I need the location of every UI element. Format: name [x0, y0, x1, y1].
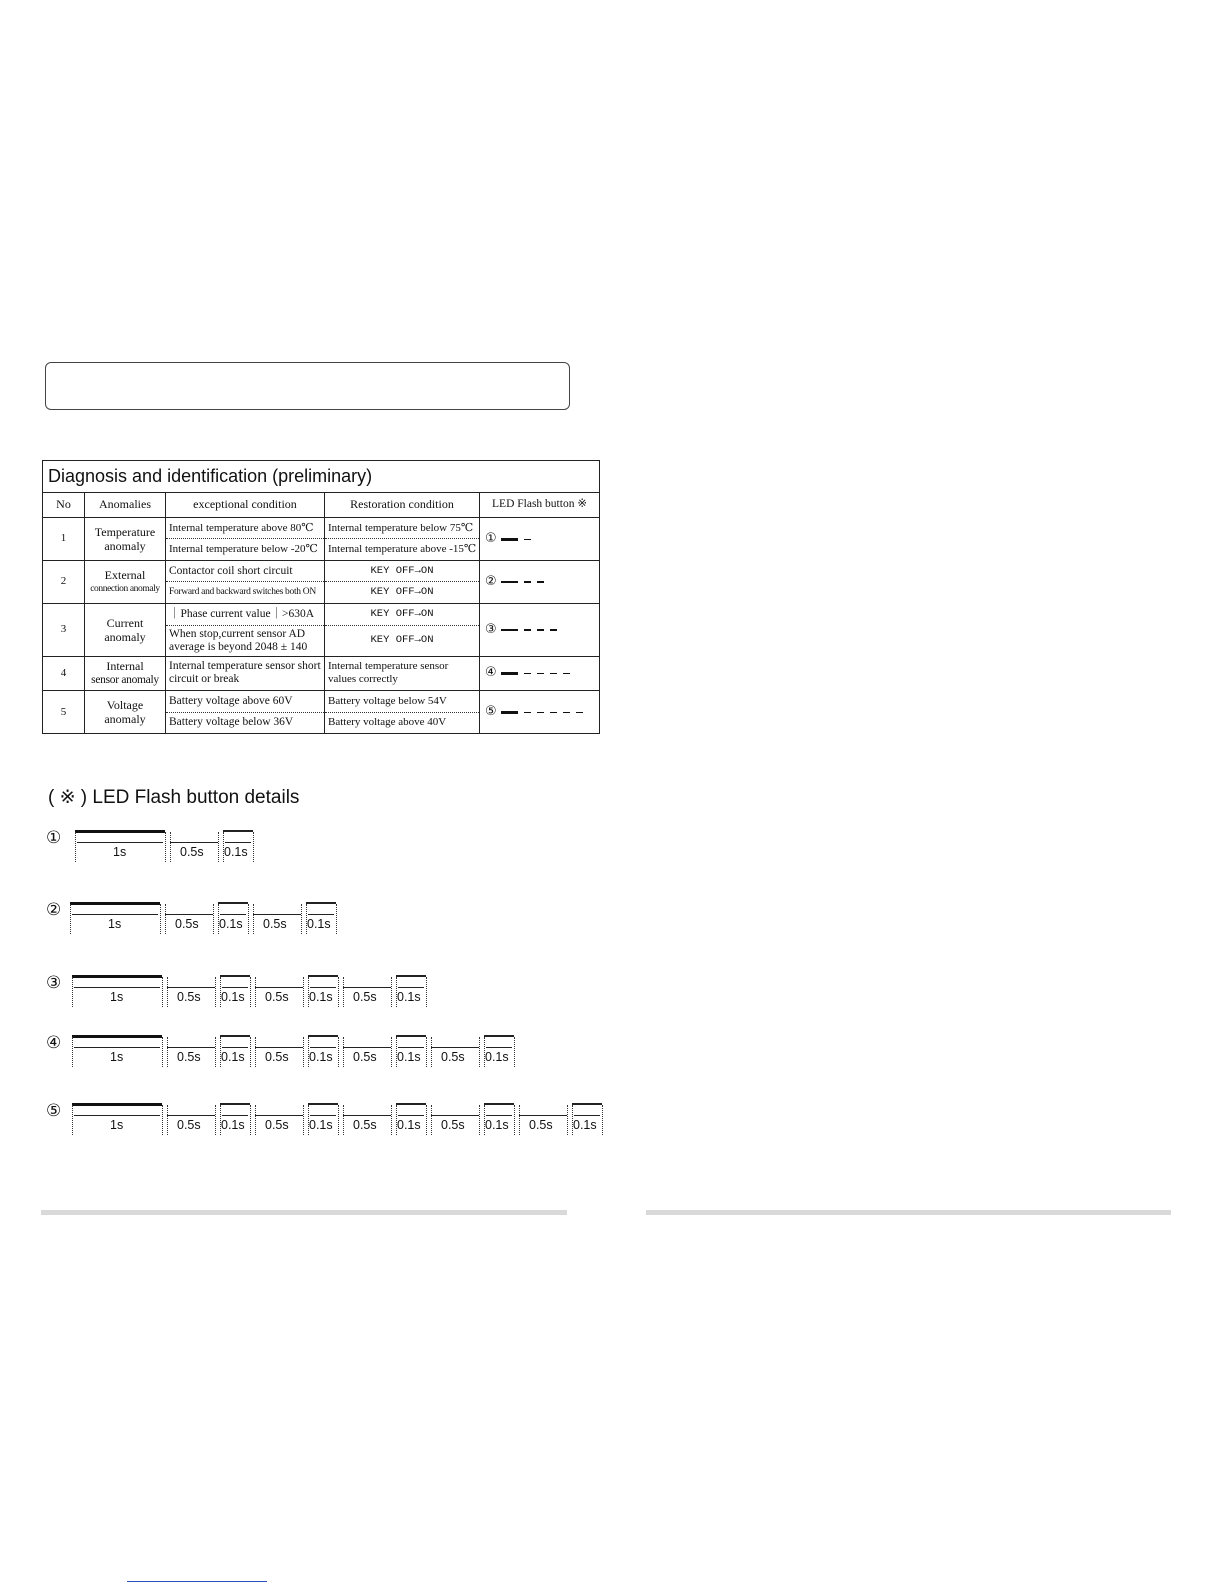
flash-pattern-number: ③	[46, 973, 62, 993]
flash-boundary-line	[301, 904, 302, 934]
flash-duration-label: 0.5s	[353, 1118, 377, 1132]
table-header-row	[43, 492, 600, 517]
header-restoration: Restoration condition	[325, 492, 480, 517]
table-row	[43, 518, 600, 539]
flash-on-bar	[308, 975, 338, 977]
flash-boundary-line	[338, 977, 339, 1007]
flash-duration-label: 0.5s	[263, 917, 287, 931]
flash-off-line	[167, 987, 215, 988]
table-row	[43, 691, 600, 712]
flash-boundary-line	[426, 1037, 427, 1067]
flash-measure-line	[222, 1115, 248, 1116]
flash-boundary-line	[303, 977, 304, 1007]
flash-boundary-line	[165, 904, 166, 934]
restoration-condition: KEY OFF→ON	[325, 582, 480, 603]
flash-duration-label: 0.1s	[221, 1118, 245, 1132]
flash-off-line	[253, 914, 301, 915]
flash-boundary-line	[250, 1105, 251, 1135]
flash-details-title: ( ※ ) LED Flash button details	[48, 787, 300, 808]
flash-duration-label: 0.5s	[265, 1118, 289, 1132]
flash-measure-line	[222, 987, 248, 988]
flash-duration-label: 0.5s	[441, 1118, 465, 1132]
flash-on-bar	[220, 975, 250, 977]
table-row	[43, 656, 600, 691]
flash-duration-label: 1s	[110, 1050, 124, 1064]
flash-on-bar	[218, 902, 248, 904]
exceptional-condition: Internal temperature below -20℃	[166, 539, 325, 560]
flash-boundary-line	[72, 1037, 73, 1067]
flash-measure-line	[74, 987, 160, 988]
row-number: 5	[43, 691, 85, 734]
flash-on-bar	[72, 975, 162, 978]
exceptional-condition: Battery voltage above 60V	[166, 691, 325, 712]
flash-boundary-line	[162, 977, 163, 1007]
flash-boundary-line	[391, 1105, 392, 1135]
led-pattern-number: ①	[485, 530, 497, 546]
flash-off-line	[343, 987, 391, 988]
flash-off-line	[255, 987, 303, 988]
flash-boundary-line	[75, 832, 76, 862]
flash-measure-line	[486, 1115, 512, 1116]
flash-on-bar	[223, 830, 253, 832]
led-pattern-number: ⑤	[485, 704, 497, 720]
flash-on-bar	[572, 1103, 602, 1105]
flash-duration-label: 0.1s	[485, 1050, 509, 1064]
flash-off-line	[165, 914, 213, 915]
flash-boundary-line	[255, 1037, 256, 1067]
header-anomalies: Anomalies	[85, 492, 166, 517]
flash-measure-line	[222, 1047, 248, 1048]
row-number: 2	[43, 560, 85, 603]
row-number: 1	[43, 518, 85, 561]
flash-on-bar	[484, 1035, 514, 1037]
flash-boundary-line	[303, 1037, 304, 1067]
led-flash-pattern	[480, 560, 600, 603]
flash-boundary-line	[215, 1037, 216, 1067]
flash-on-bar	[72, 1035, 162, 1038]
flash-on-bar	[396, 975, 426, 977]
flash-pattern-number: ①	[46, 828, 62, 848]
flash-measure-line	[310, 987, 336, 988]
flash-boundary-line	[343, 1037, 344, 1067]
led-flash-pattern	[480, 518, 600, 561]
flash-off-line	[431, 1047, 479, 1048]
flash-measure-line	[225, 842, 251, 843]
flash-off-line	[167, 1115, 215, 1116]
flash-on-bar	[220, 1103, 250, 1105]
flash-boundary-line	[391, 977, 392, 1007]
flash-duration-label: 0.5s	[175, 917, 199, 931]
header-no: No	[43, 492, 85, 517]
header-led: LED Flash button ※	[480, 492, 600, 517]
exceptional-condition: Forward and backward switches both ON	[166, 582, 325, 603]
flash-boundary-line	[167, 977, 168, 1007]
restoration-condition: Internal temperature below 75℃	[325, 518, 480, 539]
flash-measure-line	[72, 914, 158, 915]
flash-measure-line	[398, 1115, 424, 1116]
flash-boundary-line	[72, 977, 73, 1007]
flash-measure-line	[574, 1115, 600, 1116]
flash-boundary-line	[215, 977, 216, 1007]
flash-on-bar	[70, 902, 160, 905]
flash-duration-label: 1s	[110, 1118, 124, 1132]
flash-duration-label: 0.5s	[177, 990, 201, 1004]
flash-duration-label: 0.1s	[397, 1050, 421, 1064]
flash-boundary-line	[338, 1105, 339, 1135]
flash-boundary-line	[255, 1105, 256, 1135]
flash-pattern-number: ②	[46, 900, 62, 920]
flash-boundary-line	[160, 904, 161, 934]
flash-boundary-line	[391, 1037, 392, 1067]
flash-duration-label: 1s	[108, 917, 122, 931]
flash-measure-line	[77, 842, 163, 843]
flash-boundary-line	[165, 832, 166, 862]
flash-measure-line	[398, 1047, 424, 1048]
flash-off-line	[431, 1115, 479, 1116]
flash-off-line	[519, 1115, 567, 1116]
flash-measure-line	[310, 1115, 336, 1116]
flash-duration-label: 0.5s	[353, 1050, 377, 1064]
flash-duration-label: 0.5s	[265, 990, 289, 1004]
flash-pattern-number: ④	[46, 1033, 62, 1053]
flash-duration-label: 0.1s	[397, 1118, 421, 1132]
flash-boundary-line	[431, 1105, 432, 1135]
flash-boundary-line	[602, 1105, 603, 1135]
flash-duration-label: 0.5s	[529, 1118, 553, 1132]
flash-measure-line	[74, 1047, 160, 1048]
flash-boundary-line	[218, 832, 219, 862]
flash-duration-label: 0.1s	[224, 845, 248, 859]
exceptional-condition: Internal temperature sensor short circuit or break	[166, 656, 325, 691]
footer-divider-left	[41, 1210, 567, 1215]
flash-measure-line	[310, 1047, 336, 1048]
flash-measure-line	[398, 987, 424, 988]
flash-on-bar	[396, 1035, 426, 1037]
flash-measure-line	[486, 1047, 512, 1048]
flash-boundary-line	[248, 904, 249, 934]
led-pattern-number: ③	[485, 621, 497, 637]
flash-duration-label: 0.1s	[309, 990, 333, 1004]
flash-boundary-line	[514, 1105, 515, 1135]
flash-boundary-line	[431, 1037, 432, 1067]
restoration-condition: Internal temperature above -15℃	[325, 539, 480, 560]
exceptional-condition: Internal temperature above 80℃	[166, 518, 325, 539]
exceptional-condition: Battery voltage below 36V	[166, 712, 325, 733]
flash-boundary-line	[514, 1037, 515, 1067]
restoration-condition: KEY OFF→ON	[325, 626, 480, 657]
flash-off-line	[255, 1047, 303, 1048]
flash-boundary-line	[162, 1037, 163, 1067]
flash-boundary-line	[167, 1105, 168, 1135]
flash-boundary-line	[250, 1037, 251, 1067]
flash-duration-label: 0.5s	[265, 1050, 289, 1064]
exceptional-condition: ｜Phase current value｜>630A	[166, 603, 325, 625]
anomaly-name-line: connection anomaly	[90, 583, 160, 594]
flash-off-line	[167, 1047, 215, 1048]
flash-off-line	[255, 1115, 303, 1116]
flash-off-line	[343, 1115, 391, 1116]
flash-duration-label: 0.1s	[573, 1118, 597, 1132]
flash-boundary-line	[479, 1037, 480, 1067]
flash-boundary-line	[255, 977, 256, 1007]
section-title-box	[45, 362, 570, 410]
flash-boundary-line	[567, 1105, 568, 1135]
flash-duration-label: 0.1s	[219, 917, 243, 931]
flash-boundary-line	[303, 1105, 304, 1135]
flash-off-line	[170, 842, 218, 843]
flash-on-bar	[484, 1103, 514, 1105]
flash-boundary-line	[338, 1037, 339, 1067]
flash-duration-label: 0.5s	[353, 990, 377, 1004]
flash-off-line	[343, 1047, 391, 1048]
anomaly-name	[85, 560, 166, 603]
flash-duration-label: 0.1s	[221, 1050, 245, 1064]
anomaly-name: Temperature anomaly	[85, 518, 166, 561]
flash-boundary-line	[253, 904, 254, 934]
restoration-condition: Battery voltage below 54V	[325, 691, 480, 712]
restoration-condition: KEY OFF→ON	[325, 603, 480, 625]
anomaly-name: Voltage anomaly	[85, 691, 166, 734]
flash-boundary-line	[336, 904, 337, 934]
flash-duration-label: 0.1s	[309, 1118, 333, 1132]
flash-on-bar	[308, 1103, 338, 1105]
flash-measure-line	[308, 914, 334, 915]
flash-boundary-line	[162, 1105, 163, 1135]
flash-boundary-line	[72, 1105, 73, 1135]
flash-pattern-number: ⑤	[46, 1101, 62, 1121]
restoration-condition: Battery voltage above 40V	[325, 712, 480, 733]
flash-duration-label: 0.5s	[177, 1118, 201, 1132]
table-row	[43, 603, 600, 625]
exceptional-condition: Contactor coil short circuit	[166, 560, 325, 581]
anomaly-name-line: External	[104, 567, 146, 582]
anomaly-name	[85, 656, 166, 691]
flash-boundary-line	[426, 977, 427, 1007]
flash-on-bar	[75, 830, 165, 833]
flash-boundary-line	[167, 1037, 168, 1067]
flash-duration-label: 1s	[110, 990, 124, 1004]
flash-boundary-line	[215, 1105, 216, 1135]
led-pattern-number: ②	[485, 573, 497, 589]
row-number: 3	[43, 603, 85, 656]
flash-duration-label: 0.5s	[180, 845, 204, 859]
restoration-condition: Internal temperature sensor values correctly	[325, 656, 480, 691]
flash-on-bar	[308, 1035, 338, 1037]
table-row	[43, 560, 600, 581]
flash-measure-line	[220, 914, 246, 915]
flash-duration-label: 0.5s	[441, 1050, 465, 1064]
flash-duration-label: 0.1s	[221, 990, 245, 1004]
flash-boundary-line	[213, 904, 214, 934]
flash-duration-label: 0.1s	[485, 1118, 509, 1132]
flash-duration-label: 0.1s	[307, 917, 331, 931]
led-pattern-number: ④	[485, 665, 497, 681]
led-flash-pattern	[480, 691, 600, 734]
flash-on-bar	[72, 1103, 162, 1106]
flash-boundary-line	[170, 832, 171, 862]
flash-measure-line	[74, 1115, 160, 1116]
flash-boundary-line	[479, 1105, 480, 1135]
flash-on-bar	[306, 902, 336, 904]
flash-boundary-line	[519, 1105, 520, 1135]
flash-duration-label: 0.1s	[397, 990, 421, 1004]
anomaly-name-line: sensor anomaly	[91, 674, 159, 687]
led-flash-pattern	[480, 656, 600, 691]
flash-boundary-line	[253, 832, 254, 862]
restoration-condition: KEY OFF→ON	[325, 560, 480, 581]
flash-boundary-line	[343, 977, 344, 1007]
exceptional-condition: When stop,current sensor AD average is beyond 2048 ± 140	[166, 626, 325, 657]
diagnosis-table	[42, 460, 600, 734]
flash-boundary-line	[343, 1105, 344, 1135]
header-exceptional: exceptional condition	[166, 492, 325, 517]
flash-boundary-line	[70, 904, 71, 934]
flash-duration-label: 0.1s	[309, 1050, 333, 1064]
flash-duration-label: 1s	[113, 845, 127, 859]
flash-boundary-line	[250, 977, 251, 1007]
flash-duration-label: 0.5s	[177, 1050, 201, 1064]
bottom-link-underline	[127, 1581, 267, 1582]
anomaly-name: Current anomaly	[85, 603, 166, 656]
anomaly-name-line: Internal	[106, 659, 144, 674]
row-number: 4	[43, 656, 85, 691]
table-title: Diagnosis and identification (preliminary)	[43, 461, 600, 493]
flash-on-bar	[396, 1103, 426, 1105]
flash-on-bar	[220, 1035, 250, 1037]
led-flash-pattern	[480, 603, 600, 656]
footer-divider-right	[646, 1210, 1171, 1215]
flash-boundary-line	[426, 1105, 427, 1135]
